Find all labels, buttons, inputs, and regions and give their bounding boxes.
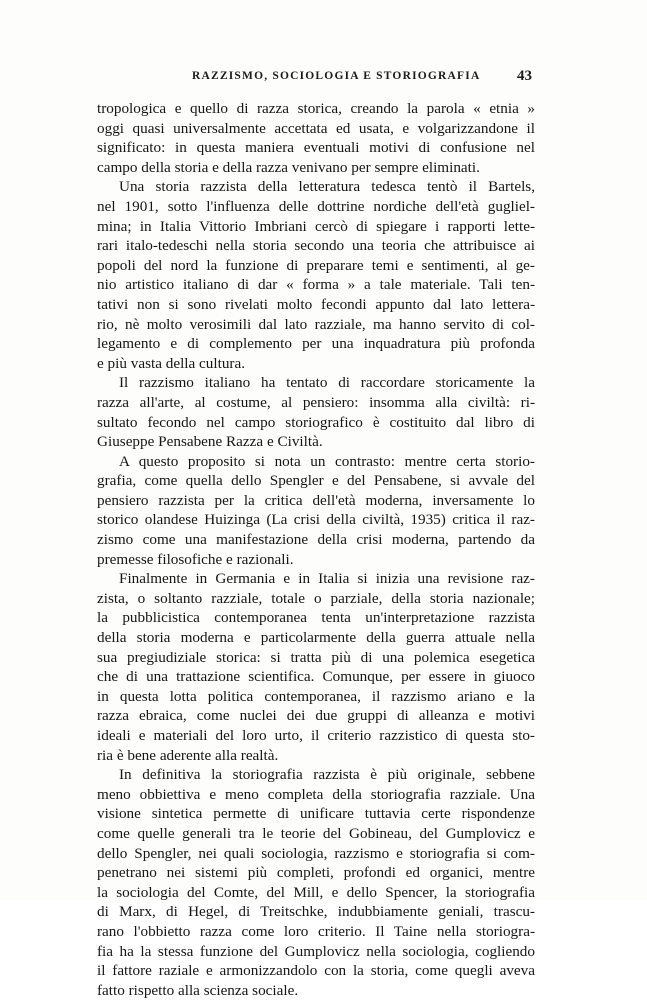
text-line: fatto rispetto alla scienza sociale. (97, 981, 299, 999)
text-line: premesse filosofiche e razionali. (97, 550, 294, 568)
paragraph (97, 177, 535, 373)
text-line: In definitiva la storiografia razzista è più originale, sebbene (119, 766, 535, 784)
text-line: penetrano nei sistemi più completi, profondi ed organici, mentre (97, 864, 535, 882)
text-line: sultato fecondo nel campo storiografico è costituito dal libro di (97, 413, 535, 431)
text-line: mina; in Italia Vittorio Imbriani cercò di spiegare i rapporti lette- (97, 217, 535, 235)
text-line: nio artistico italiano di dar « forma » a tale materiale. Tali ten- (97, 276, 535, 294)
text-line: razza all'arte, al costume, al pensiero: insomma alla civiltà: ri- (97, 393, 535, 411)
text-line: rano l'obbietto razza come loro criterio. Il Taine nella storiogra- (97, 922, 535, 940)
text-line: la pubblicistica contemporanea tenta un'interpretazione razzista (97, 609, 535, 627)
text-line: tropologica e quello di razza storica, creando la parola « etnia » (97, 100, 535, 117)
text-line: ria è bene aderente alla realtà. (97, 746, 279, 764)
text-line: Giuseppe Pensabene Razza e Civiltà. (97, 433, 323, 451)
text-line: tativi non si sono rivelati molto fecondi appunto dal lato lettera- (97, 295, 535, 313)
text-line: zismo come una manifestazione della crisi moderna, partendo da (97, 531, 535, 549)
text-line: pensiero razzista per la critica dell'età moderna, inversamente lo (97, 491, 535, 509)
paragraph (97, 373, 535, 451)
text-line: come quelle generali tra le teorie del Gobineau, del Gumplovicz e (97, 824, 535, 842)
text-line: visione sintetica permette di unificare tuttavia certe rispondenze (97, 805, 535, 823)
text-line: nel 1901, sotto l'influenza delle dottrine nordiche dell'età gugliel- (97, 197, 535, 215)
text-line: dello Spengler, nei quali sociologia, razzismo e storiografia si com- (97, 844, 535, 862)
text-line: il fattore raziale e armonizzandolo con la storia, come quegli aveva (97, 962, 535, 980)
paragraph (97, 99, 535, 177)
text-line: e più vasta della cultura. (97, 354, 246, 372)
text-line: sua pregiudiziale storica: si tratta più di una polemica esegetica (97, 648, 535, 666)
text-line: legamento e di complemento per una inquadratura più profonda (97, 335, 535, 353)
text-line: A questo proposito si nota un contrasto: mentre certa storio- (119, 452, 535, 470)
text-line: grafia, come quella dello Spengler e del Pensabene, si avvale del (97, 472, 535, 490)
paragraph (97, 765, 535, 1000)
text-line: la sociologia del Comte, del Mill, e dello Spencer, la storiografia (97, 883, 535, 901)
text-line: razza ebraica, come nuclei dei due gruppi di alleanza e motivi (97, 707, 535, 725)
text-line: fia ha la stessa funzione del Gumplovicz nella sociologia, cogliendo (97, 942, 535, 960)
text-line: storico olandese Huizinga (La crisi della civiltà, 1935) critica il raz- (97, 511, 535, 529)
text-line: zista, o soltanto razziale, totale o parziale, della storia nazionale; (97, 589, 535, 607)
body-text (97, 99, 535, 1000)
paragraph (97, 452, 535, 570)
text-line: meno obbiettiva e meno completa della storiografia razziale. Una (97, 785, 535, 803)
text-line: ideali e materiali del loro urto, il criterio razzistico di questa sto- (97, 727, 535, 744)
text-line: in questa lotta politica contemporanea, il razzismo ariano e la (97, 687, 535, 705)
page-number: 43 (517, 68, 532, 84)
text-line: di Marx, di Hegel, di Treitschke, indubbiamente geniali, trascu- (97, 903, 535, 921)
text-line: Una storia razzista della letteratura tedesca tentò il Bartels, (119, 178, 535, 196)
text-line: rari italo-tedeschi nella storia secondo una teoria che attribuisce ai (97, 237, 535, 255)
text-line: significato: in questa maniera eventuali motivi di confusione nel (97, 139, 535, 157)
text-line: rio, nè molto verosimili dal lato razziale, ma hanno servito di col- (97, 315, 535, 333)
text-line: campo della storia e della razza venivano per sempre eliminati. (97, 158, 480, 176)
text-line: della storia moderna e particolarmente della guerra attuale nella (97, 629, 535, 647)
text-line: popoli del nord la funzione di preparare temi e sentimenti, al ge- (97, 256, 535, 274)
text-line: Finalmente in Germania e in Italia si inizia una revisione raz- (119, 570, 535, 588)
text-line: che di una trattazione scientifica. Comunque, per essere in giuoco (97, 668, 535, 686)
text-line: oggi quasi universalmente accettata ed usata, e volgarizzandone il (97, 119, 535, 137)
running-title: RAZZISMO, SOCIOLOGIA E STORIOGRAFIA (192, 70, 481, 82)
running-head (96, 68, 532, 88)
paragraph (97, 569, 535, 765)
text-line: Il razzismo italiano ha tentato di raccordare storicamente la (119, 374, 535, 392)
